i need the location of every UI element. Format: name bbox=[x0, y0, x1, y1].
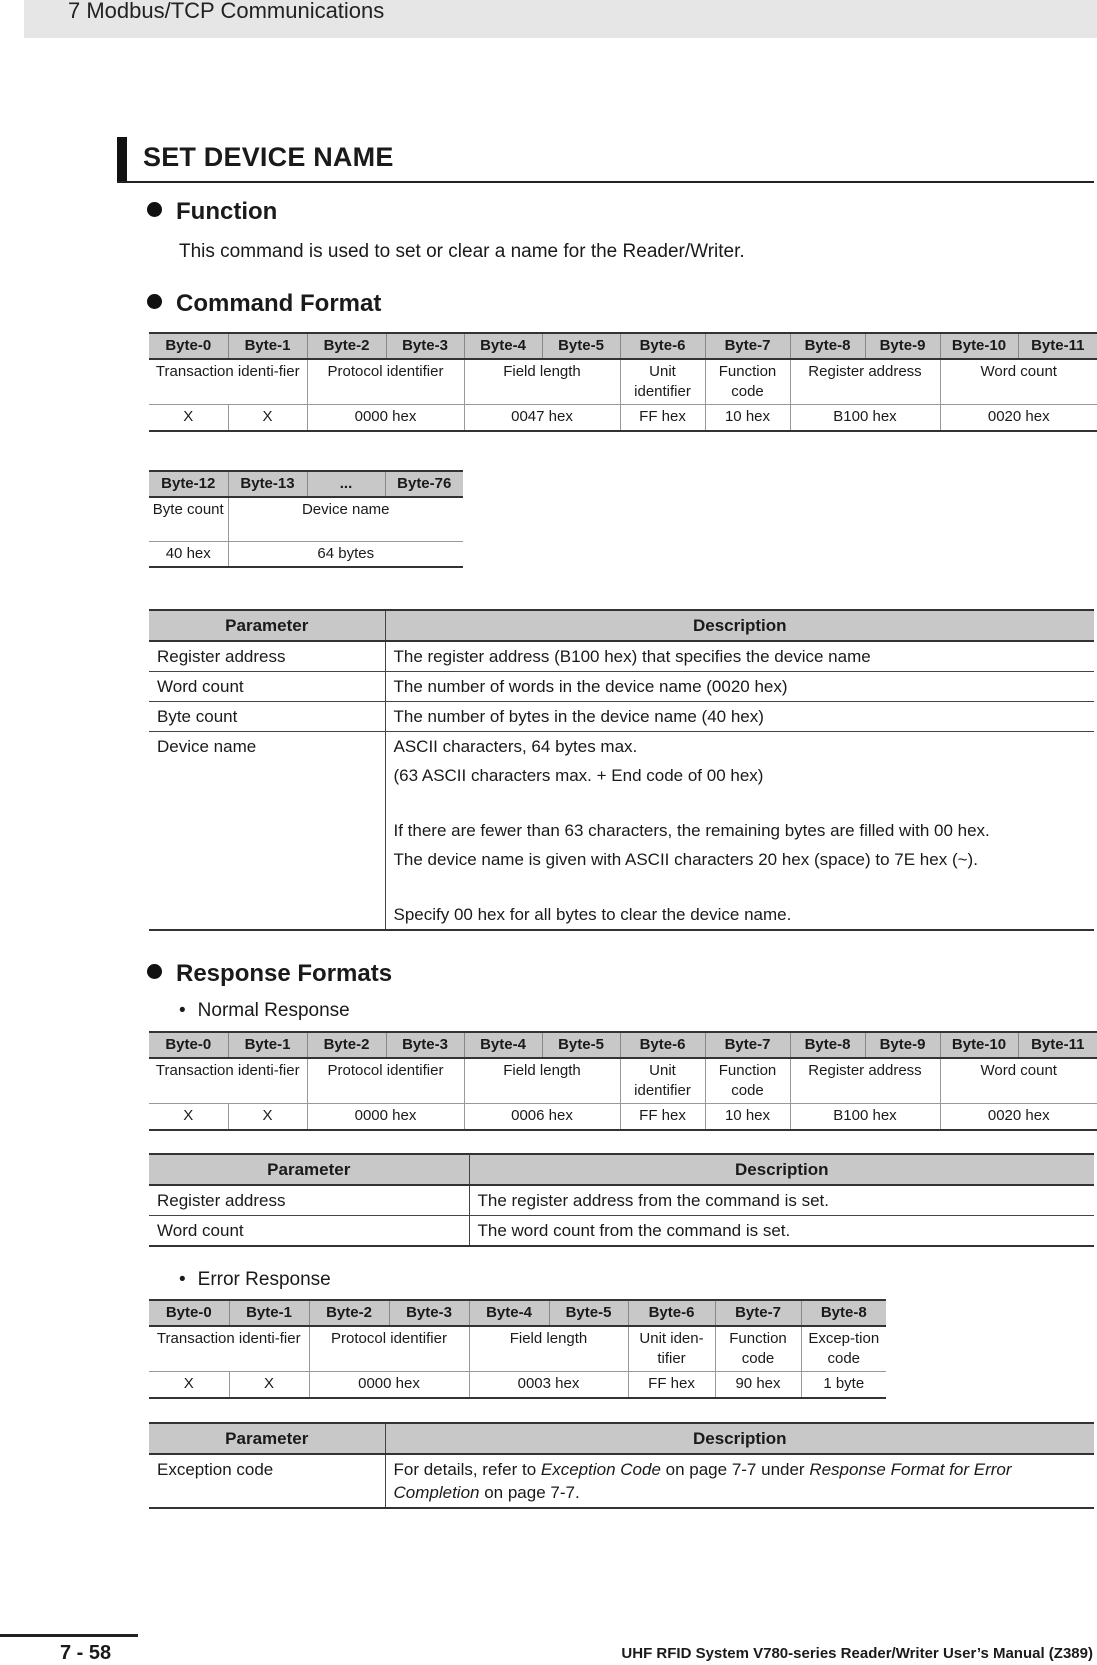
byte-header: Byte-9 bbox=[865, 1032, 940, 1058]
table-row bbox=[149, 732, 1094, 931]
field-value: 40 hex bbox=[149, 541, 228, 567]
field-value: X bbox=[228, 405, 307, 431]
byte-header: Byte-4 bbox=[464, 1032, 542, 1058]
manual-title: UHF RFID System V780-series Reader/Writer User’s Manual (Z389) bbox=[621, 1645, 1093, 1662]
field-label: Byte count bbox=[152, 501, 224, 518]
byte-header: Byte-3 bbox=[386, 1032, 464, 1058]
field-label: Excep-tion code bbox=[801, 1326, 886, 1372]
error-response-parameter-table bbox=[149, 1422, 1094, 1509]
column-header: Parameter bbox=[149, 610, 385, 641]
command-byte-table bbox=[149, 332, 1097, 432]
byte-header: Byte-7 bbox=[705, 333, 790, 359]
cross-reference: Response Format for Error Completion bbox=[393, 1460, 1012, 1502]
field-value: 0000 hex bbox=[307, 405, 464, 431]
byte-header: Byte-2 bbox=[307, 333, 386, 359]
table-row bbox=[149, 672, 1094, 702]
field-value: B100 hex bbox=[790, 405, 940, 431]
desc-line: If there are fewer than 63 characters, the remaining bytes are filled with 00 hex. bbox=[393, 821, 990, 840]
byte-header: Byte-0 bbox=[149, 1032, 228, 1058]
bullet-dot-icon bbox=[147, 202, 162, 217]
normal-response-byte-table bbox=[149, 1031, 1097, 1131]
chapter-header bbox=[24, 0, 1097, 38]
field-value: X bbox=[228, 1104, 307, 1130]
error-response-label: • Error Response bbox=[179, 1269, 331, 1290]
param-name: Exception code bbox=[149, 1454, 385, 1508]
field-label: Unit iden-tifier bbox=[628, 1326, 715, 1372]
field-value: X bbox=[149, 1372, 229, 1398]
field-label: Protocol identifier bbox=[309, 1326, 469, 1372]
field-value: FF hex bbox=[620, 405, 705, 431]
byte-header: Byte-6 bbox=[620, 1032, 705, 1058]
field-label: Field length bbox=[464, 1058, 620, 1104]
byte-header: Byte-8 bbox=[801, 1300, 886, 1326]
field-value: 90 hex bbox=[715, 1372, 801, 1398]
column-header: Description bbox=[385, 1423, 1094, 1454]
table-row bbox=[149, 1185, 1094, 1216]
field-value: 0000 hex bbox=[307, 1104, 464, 1130]
param-desc bbox=[385, 732, 1094, 931]
error-response-byte-table bbox=[149, 1299, 886, 1399]
footer-rule bbox=[0, 1634, 138, 1637]
byte-header: Byte-5 bbox=[542, 1032, 620, 1058]
byte-header: Byte-3 bbox=[386, 333, 464, 359]
column-header: Description bbox=[385, 610, 1094, 641]
field-label: Register address bbox=[790, 1058, 940, 1104]
byte-header: Byte-10 bbox=[940, 1032, 1018, 1058]
param-name: Register address bbox=[149, 641, 385, 672]
param-name: Word count bbox=[149, 672, 385, 702]
chapter-title: 7 Modbus/TCP Communications bbox=[68, 0, 385, 23]
field-value: X bbox=[149, 405, 228, 431]
field-label: Unit identifier bbox=[620, 359, 705, 405]
field-value: 10 hex bbox=[705, 405, 790, 431]
table-row bbox=[149, 641, 1094, 672]
field-value: FF hex bbox=[628, 1372, 715, 1398]
byte-header: Byte-6 bbox=[620, 333, 705, 359]
column-header: Description bbox=[469, 1154, 1094, 1185]
byte-header: Byte-2 bbox=[307, 1032, 386, 1058]
byte-header: Byte-11 bbox=[1018, 1032, 1097, 1058]
byte-header: Byte-7 bbox=[705, 1032, 790, 1058]
byte-header: Byte-2 bbox=[309, 1300, 389, 1326]
function-heading: Function bbox=[147, 198, 277, 226]
page-number: 7 - 58 bbox=[60, 1642, 112, 1664]
field-label: Protocol identifier bbox=[307, 359, 464, 405]
normal-response-label: • Normal Response bbox=[179, 1000, 350, 1021]
byte-header: Byte-1 bbox=[229, 1300, 309, 1326]
desc-line: Specify 00 hex for all bytes to clear the device name. bbox=[393, 905, 792, 924]
param-desc: For details, refer to Exception Code on page 7-7 under Response Format for Error Completion on page 7-7. bbox=[385, 1454, 1094, 1508]
param-name: Device name bbox=[149, 732, 385, 931]
byte-header: Byte-1 bbox=[228, 333, 307, 359]
byte-header: Byte-13 bbox=[228, 471, 307, 497]
desc-line: (63 ASCII characters max. + End code of 00 hex) bbox=[393, 766, 764, 785]
param-name: Register address bbox=[149, 1185, 469, 1216]
field-value: 0047 hex bbox=[464, 405, 620, 431]
byte-header: Byte-9 bbox=[865, 333, 940, 359]
desc-line: The device name is given with ASCII characters 20 hex (space) to 7E hex (~). bbox=[393, 850, 978, 869]
byte-header: Byte-12 bbox=[149, 471, 228, 497]
column-header: Parameter bbox=[149, 1423, 385, 1454]
response-formats-heading: Response Formats bbox=[147, 960, 392, 988]
param-desc: The number of bytes in the device name (40 hex) bbox=[385, 702, 1094, 732]
field-value: X bbox=[149, 1104, 228, 1130]
field-label: Transaction identi-fier bbox=[155, 1062, 300, 1079]
section-heading-bar bbox=[117, 137, 127, 181]
param-name: Word count bbox=[149, 1216, 469, 1247]
param-name: Byte count bbox=[149, 702, 385, 732]
field-value: X bbox=[229, 1372, 309, 1398]
bullet-dot-icon bbox=[147, 964, 162, 979]
byte-header: Byte-8 bbox=[790, 1032, 865, 1058]
field-value: 64 bytes bbox=[228, 541, 463, 567]
field-label: Transaction identi-fier bbox=[156, 1330, 301, 1347]
field-label: Field length bbox=[469, 1326, 628, 1372]
byte-header: ... bbox=[307, 471, 385, 497]
field-label: Function code bbox=[705, 359, 790, 405]
byte-header: Byte-0 bbox=[149, 333, 228, 359]
table-row bbox=[149, 1454, 1094, 1508]
byte-header: Byte-0 bbox=[149, 1300, 229, 1326]
field-label: Transaction identi-fier bbox=[155, 363, 300, 380]
field-label: Word count bbox=[940, 359, 1097, 405]
field-value: B100 hex bbox=[790, 1104, 940, 1130]
byte-header: Byte-1 bbox=[228, 1032, 307, 1058]
table-row bbox=[149, 1216, 1094, 1247]
field-value: FF hex bbox=[620, 1104, 705, 1130]
field-value: 0020 hex bbox=[940, 1104, 1097, 1130]
param-desc: The register address (B100 hex) that specifies the device name bbox=[385, 641, 1094, 672]
byte-header: Byte-10 bbox=[940, 333, 1018, 359]
byte-header: Byte-4 bbox=[464, 333, 542, 359]
normal-response-parameter-table bbox=[149, 1153, 1094, 1247]
field-label: Function code bbox=[705, 1058, 790, 1104]
field-label: Word count bbox=[940, 1058, 1097, 1104]
bullet-dot-icon bbox=[147, 294, 162, 309]
byte-header: Byte-7 bbox=[715, 1300, 801, 1326]
byte-header: Byte-76 bbox=[385, 471, 463, 497]
param-desc: The word count from the command is set. bbox=[469, 1216, 1094, 1247]
desc-line: ASCII characters, 64 bytes max. bbox=[393, 737, 638, 756]
byte-header: Byte-11 bbox=[1018, 333, 1097, 359]
section-title: SET DEVICE NAME bbox=[143, 142, 394, 172]
field-label: Protocol identifier bbox=[307, 1058, 464, 1104]
field-value: 10 hex bbox=[705, 1104, 790, 1130]
byte-header: Byte-8 bbox=[790, 333, 865, 359]
param-desc: The number of words in the device name (0020 hex) bbox=[385, 672, 1094, 702]
field-value: 0006 hex bbox=[464, 1104, 620, 1130]
byte-header: Byte-4 bbox=[469, 1300, 549, 1326]
function-text: This command is used to set or clear a name for the Reader/Writer. bbox=[179, 241, 745, 262]
field-value: 0003 hex bbox=[469, 1372, 628, 1398]
field-label: Field length bbox=[464, 359, 620, 405]
column-header: Parameter bbox=[149, 1154, 469, 1185]
field-value: 0000 hex bbox=[309, 1372, 469, 1398]
command-format-heading: Command Format bbox=[147, 290, 381, 318]
field-value: 0020 hex bbox=[940, 405, 1097, 431]
byte-header: Byte-5 bbox=[542, 333, 620, 359]
field-value: 1 byte bbox=[801, 1372, 886, 1398]
field-label: Device name bbox=[228, 497, 463, 541]
byte-header: Byte-6 bbox=[628, 1300, 715, 1326]
field-label: Function code bbox=[715, 1326, 801, 1372]
byte-header: Byte-3 bbox=[389, 1300, 469, 1326]
field-label: Register address bbox=[790, 359, 940, 405]
command-parameter-table bbox=[149, 609, 1094, 931]
section-heading bbox=[117, 137, 1094, 183]
command-byte-table-2 bbox=[149, 470, 463, 568]
byte-header: Byte-5 bbox=[549, 1300, 628, 1326]
cross-reference: Exception Code bbox=[540, 1460, 661, 1479]
table-row bbox=[149, 702, 1094, 732]
param-desc: The register address from the command is set. bbox=[469, 1185, 1094, 1216]
field-label: Unit identifier bbox=[620, 1058, 705, 1104]
